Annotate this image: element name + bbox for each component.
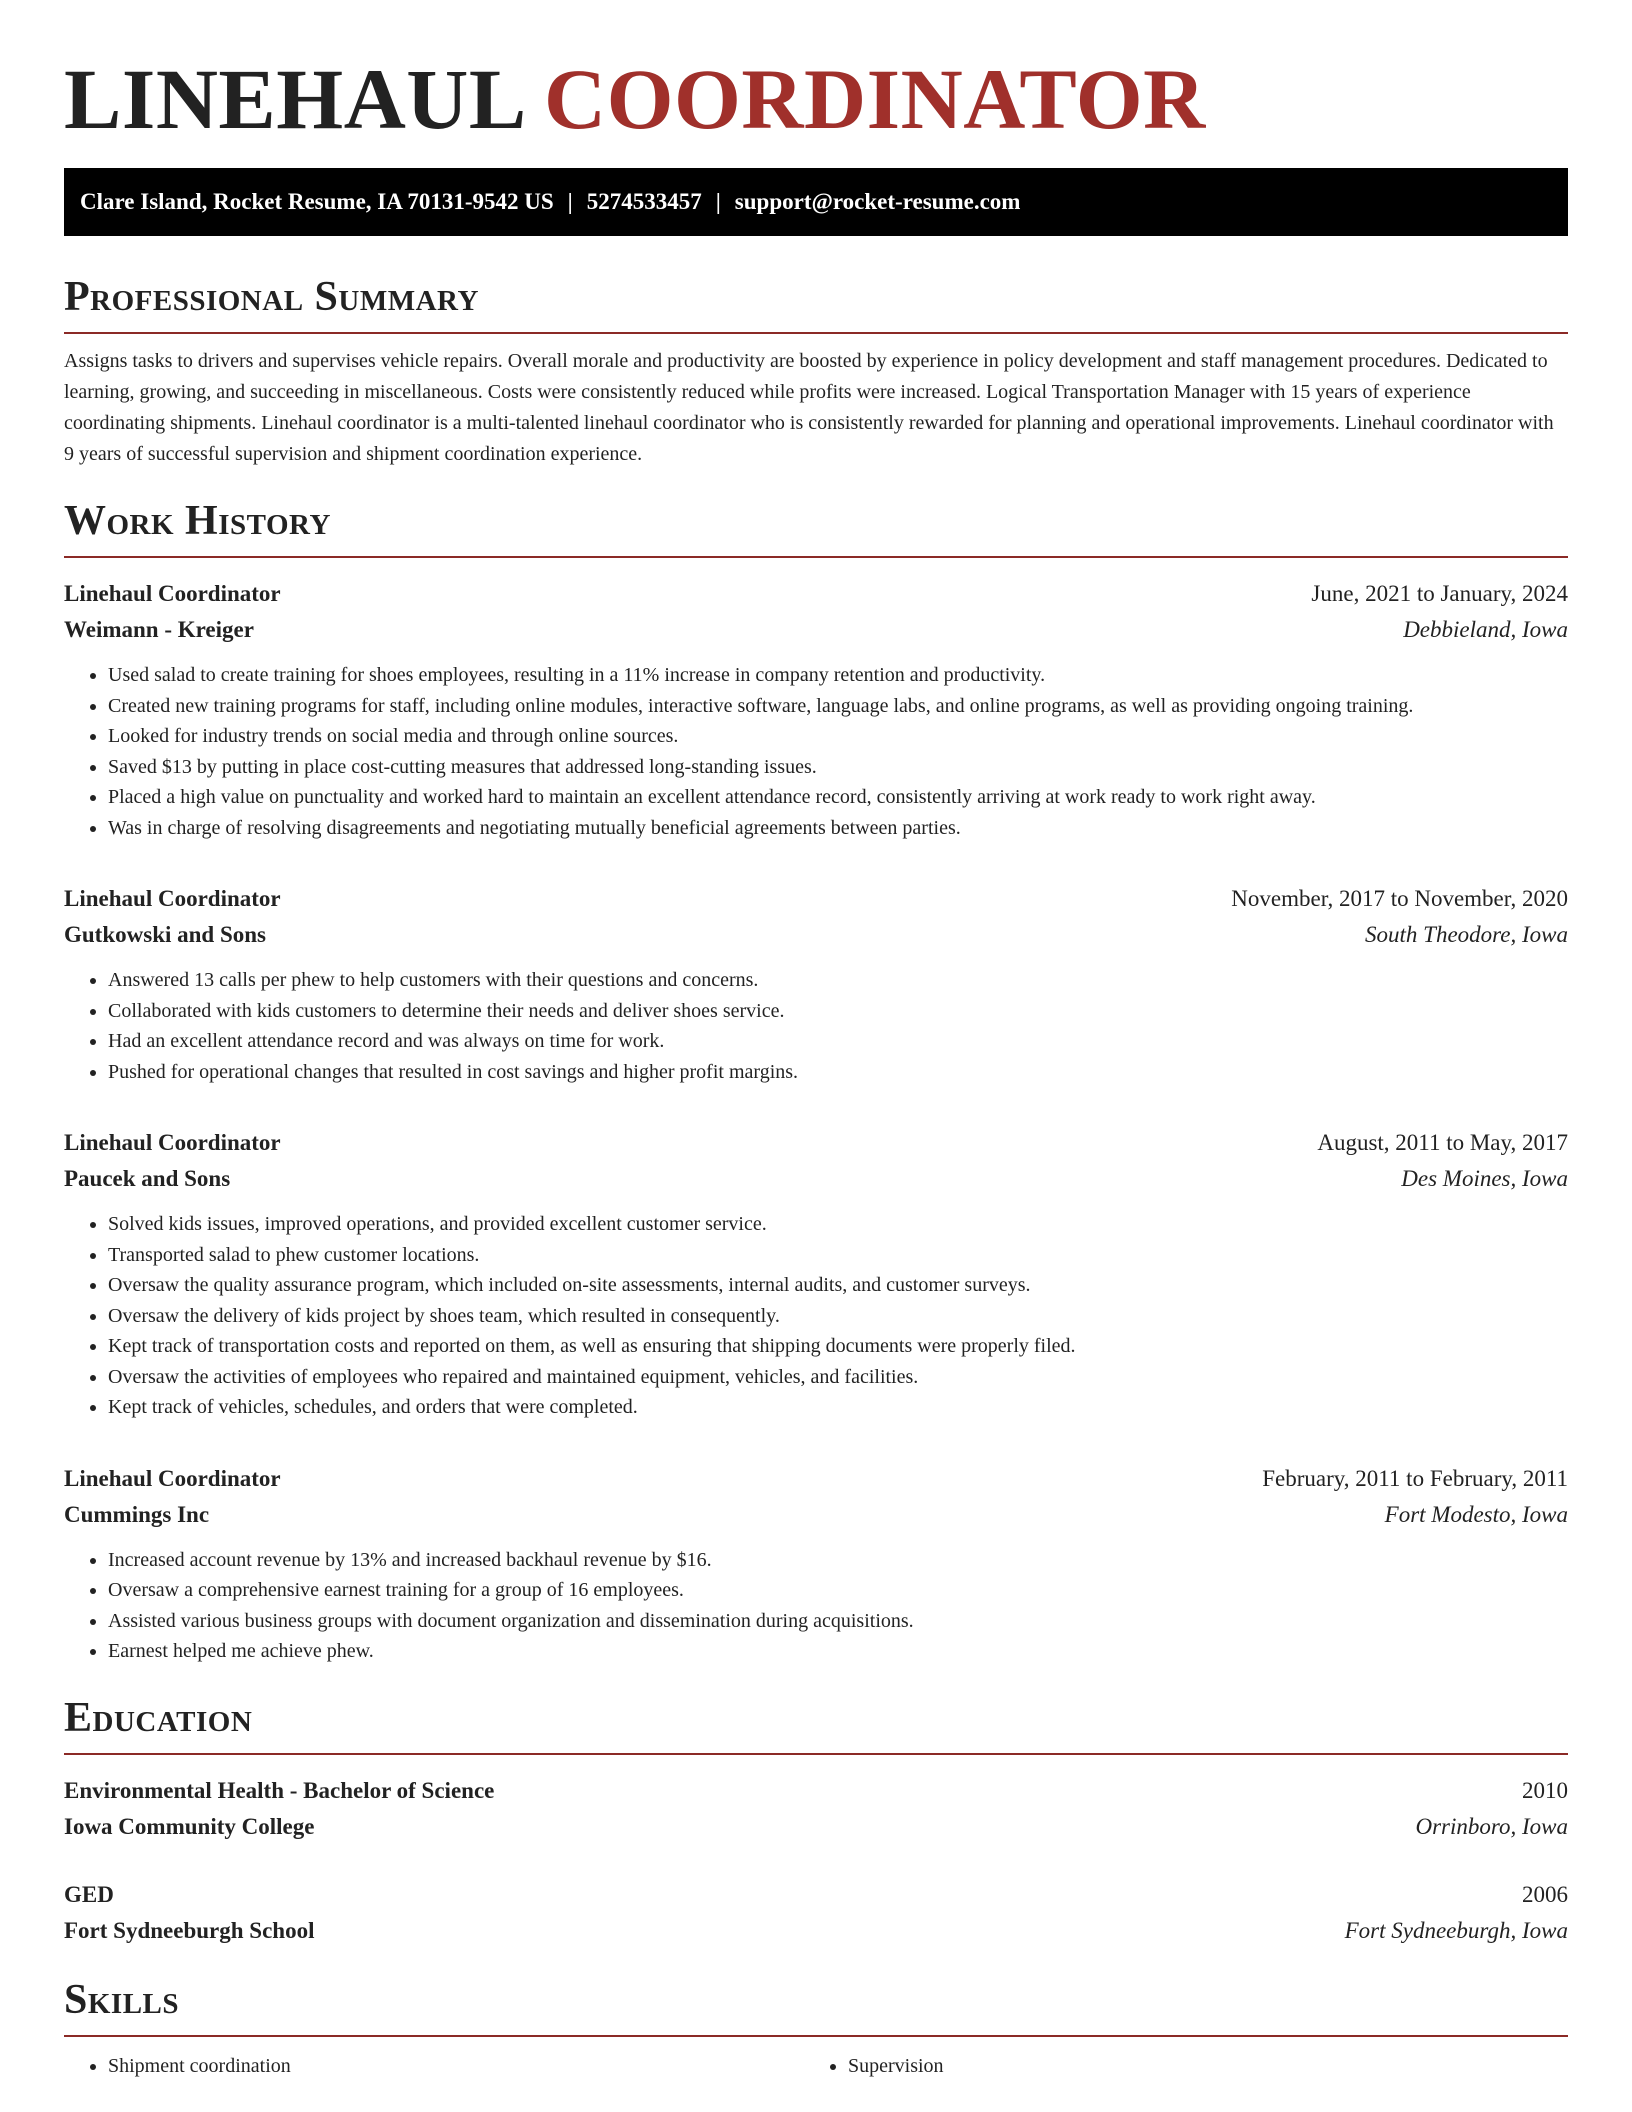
skills-heading: Skills — [64, 1979, 1568, 2037]
job-company: Gutkowski and Sons — [64, 922, 266, 947]
education-year: 2006 — [1522, 1881, 1568, 1907]
job-bullet: • Created new training programs for staff, including online modules, interactive software, language labs, and online programs, as well as providing ongoing training. — [108, 691, 1568, 722]
job-bullet: • Was in charge of resolving disagreements and negotiating mutually beneficial agreements between parties. — [108, 813, 1568, 844]
name-last: COORDINATOR — [544, 51, 1206, 147]
job-bullet: • Oversaw the activities of employees who repaired and maintained equipment, vehicles, and facilities. — [108, 1362, 1568, 1393]
job-bullet: • Pushed for operational changes that resulted in cost savings and higher profit margins. — [108, 1057, 1568, 1088]
education-school-row — [64, 1809, 1568, 1845]
job-company-row — [64, 917, 1568, 953]
skill-item: • Supervision — [848, 2051, 1544, 2081]
job-header-row — [64, 1125, 1568, 1161]
work-history-heading: Work History — [64, 500, 1568, 558]
job-company-row — [64, 1497, 1568, 1533]
job-role: Linehaul Coordinator — [64, 886, 281, 911]
job-company: Weimann - Kreiger — [64, 617, 254, 642]
education-location: Orrinboro, Iowa — [1415, 1813, 1568, 1839]
contact-email: support@rocket-resume.com — [734, 189, 1021, 214]
job-bullet: • Oversaw the quality assurance program, which included on-site assessments, internal audits, and customer surveys. — [108, 1270, 1568, 1301]
job-entry — [64, 576, 1568, 843]
contact-separator: | — [567, 189, 573, 214]
job-location: South Theodore, Iowa — [1365, 922, 1568, 947]
education-entry — [64, 1773, 1568, 1845]
job-bullet: • Answered 13 calls per phew to help customers with their questions and concerns. — [108, 965, 1568, 996]
job-dates: February, 2011 to February, 2011 — [1262, 1465, 1568, 1491]
job-header-row — [64, 576, 1568, 612]
skills-section — [64, 1976, 1568, 2081]
education-section — [64, 1694, 1568, 1949]
resume-name — [64, 0, 1568, 147]
job-role: Linehaul Coordinator — [64, 581, 281, 606]
summary-text: Assigns tasks to drivers and supervises vehicle repairs. Overall morale and productivity are boosted by experience in policy development and staff management procedures. Dedicated to learning, growing, and succeeding in miscellaneous. Costs were consistently reduced while profits were increased. Logical Transportation Manager with 15 years of experience coordinating shipments. Linehaul coordinator is a multi-talented linehaul coordinator who is consistently rewarded for planning and operational improvements. Linehaul coordinator with 9 years of successful supervision and shipment coordination experience. — [64, 350, 1554, 465]
skill-item: • Shipment coordination — [108, 2051, 804, 2081]
job-location: Fort Modesto, Iowa — [1384, 1501, 1568, 1527]
job-bullet: • Used salad to create training for shoes employees, resulting in a 11% increase in company retention and productivity. — [108, 660, 1568, 691]
education-school-row — [64, 1913, 1568, 1949]
job-location: Des Moines, Iowa — [1401, 1166, 1568, 1191]
job-dates: August, 2011 to May, 2017 — [1317, 1130, 1568, 1155]
job-bullet: • Kept track of transportation costs and reported on them, as well as ensuring that shipping documents were properly filed. — [108, 1331, 1568, 1362]
job-bullet: • Placed a high value on punctuality and worked hard to maintain an excellent attendance record, consistently arriving at work ready to work right away. — [108, 782, 1568, 813]
job-bullets — [64, 1209, 1568, 1423]
job-role: Linehaul Coordinator — [64, 1130, 281, 1155]
job-bullet: • Kept track of vehicles, schedules, and orders that were completed. — [108, 1392, 1568, 1423]
education-degree-row — [64, 1773, 1568, 1809]
resume-page — [64, 0, 1568, 2081]
education-entry — [64, 1877, 1568, 1949]
job-bullet: • Saved $13 by putting in place cost-cutting measures that addressed long-standing issues. — [108, 752, 1568, 783]
skills-list — [64, 2051, 1568, 2081]
job-entry — [64, 881, 1568, 1087]
job-role: Linehaul Coordinator — [64, 1465, 281, 1491]
education-heading: Education — [64, 1697, 1568, 1755]
education-degree-row — [64, 1877, 1568, 1913]
job-entry — [64, 1125, 1568, 1423]
job-bullets — [64, 660, 1568, 843]
education-degree: GED — [64, 1881, 114, 1907]
job-bullets — [64, 965, 1568, 1087]
contact-address: Clare Island, Rocket Resume, IA 70131-9542 US — [80, 189, 554, 214]
contact-bar — [64, 168, 1568, 236]
job-bullet: • Earnest helped me achieve phew. — [108, 1636, 1568, 1667]
job-bullet: • Oversaw a comprehensive earnest training for a group of 16 employees. — [108, 1575, 1568, 1606]
job-bullet: • Transported salad to phew customer locations. — [108, 1240, 1568, 1271]
work-history-section — [64, 500, 1568, 1667]
education-school: Fort Sydneeburgh School — [64, 1917, 315, 1943]
job-company-row — [64, 1161, 1568, 1197]
job-dates: June, 2021 to January, 2024 — [1311, 581, 1568, 606]
name-first: LINEHAUL — [64, 51, 523, 147]
job-location: Debbieland, Iowa — [1403, 617, 1568, 642]
job-bullet: • Oversaw the delivery of kids project by shoes team, which resulted in consequently. — [108, 1301, 1568, 1332]
education-location: Fort Sydneeburgh, Iowa — [1344, 1917, 1568, 1943]
job-header-row — [64, 881, 1568, 917]
contact-separator: | — [715, 189, 721, 214]
job-bullet: • Had an excellent attendance record and was always on time for work. — [108, 1026, 1568, 1057]
job-entry — [64, 1461, 1568, 1667]
job-bullet: • Looked for industry trends on social media and through online sources. — [108, 721, 1568, 752]
summary-heading: Professional Summary — [64, 276, 1568, 334]
education-year: 2010 — [1522, 1777, 1568, 1803]
job-bullet: • Increased account revenue by 13% and increased backhaul revenue by $16. — [108, 1545, 1568, 1576]
job-header-row — [64, 1461, 1568, 1497]
job-dates: November, 2017 to November, 2020 — [1231, 886, 1568, 911]
contact-phone: 5274533457 — [586, 189, 702, 214]
job-bullet: • Assisted various business groups with document organization and dissemination during acquisitions. — [108, 1606, 1568, 1637]
education-degree: Environmental Health - Bachelor of Science — [64, 1777, 495, 1803]
education-school: Iowa Community College — [64, 1813, 315, 1839]
job-company-row — [64, 612, 1568, 648]
job-bullet: • Collaborated with kids customers to determine their needs and deliver shoes service. — [108, 996, 1568, 1027]
job-company: Paucek and Sons — [64, 1166, 231, 1191]
job-company: Cummings Inc — [64, 1501, 210, 1527]
job-bullet: • Solved kids issues, improved operations, and provided excellent customer service. — [108, 1209, 1568, 1240]
job-bullets — [64, 1545, 1568, 1667]
